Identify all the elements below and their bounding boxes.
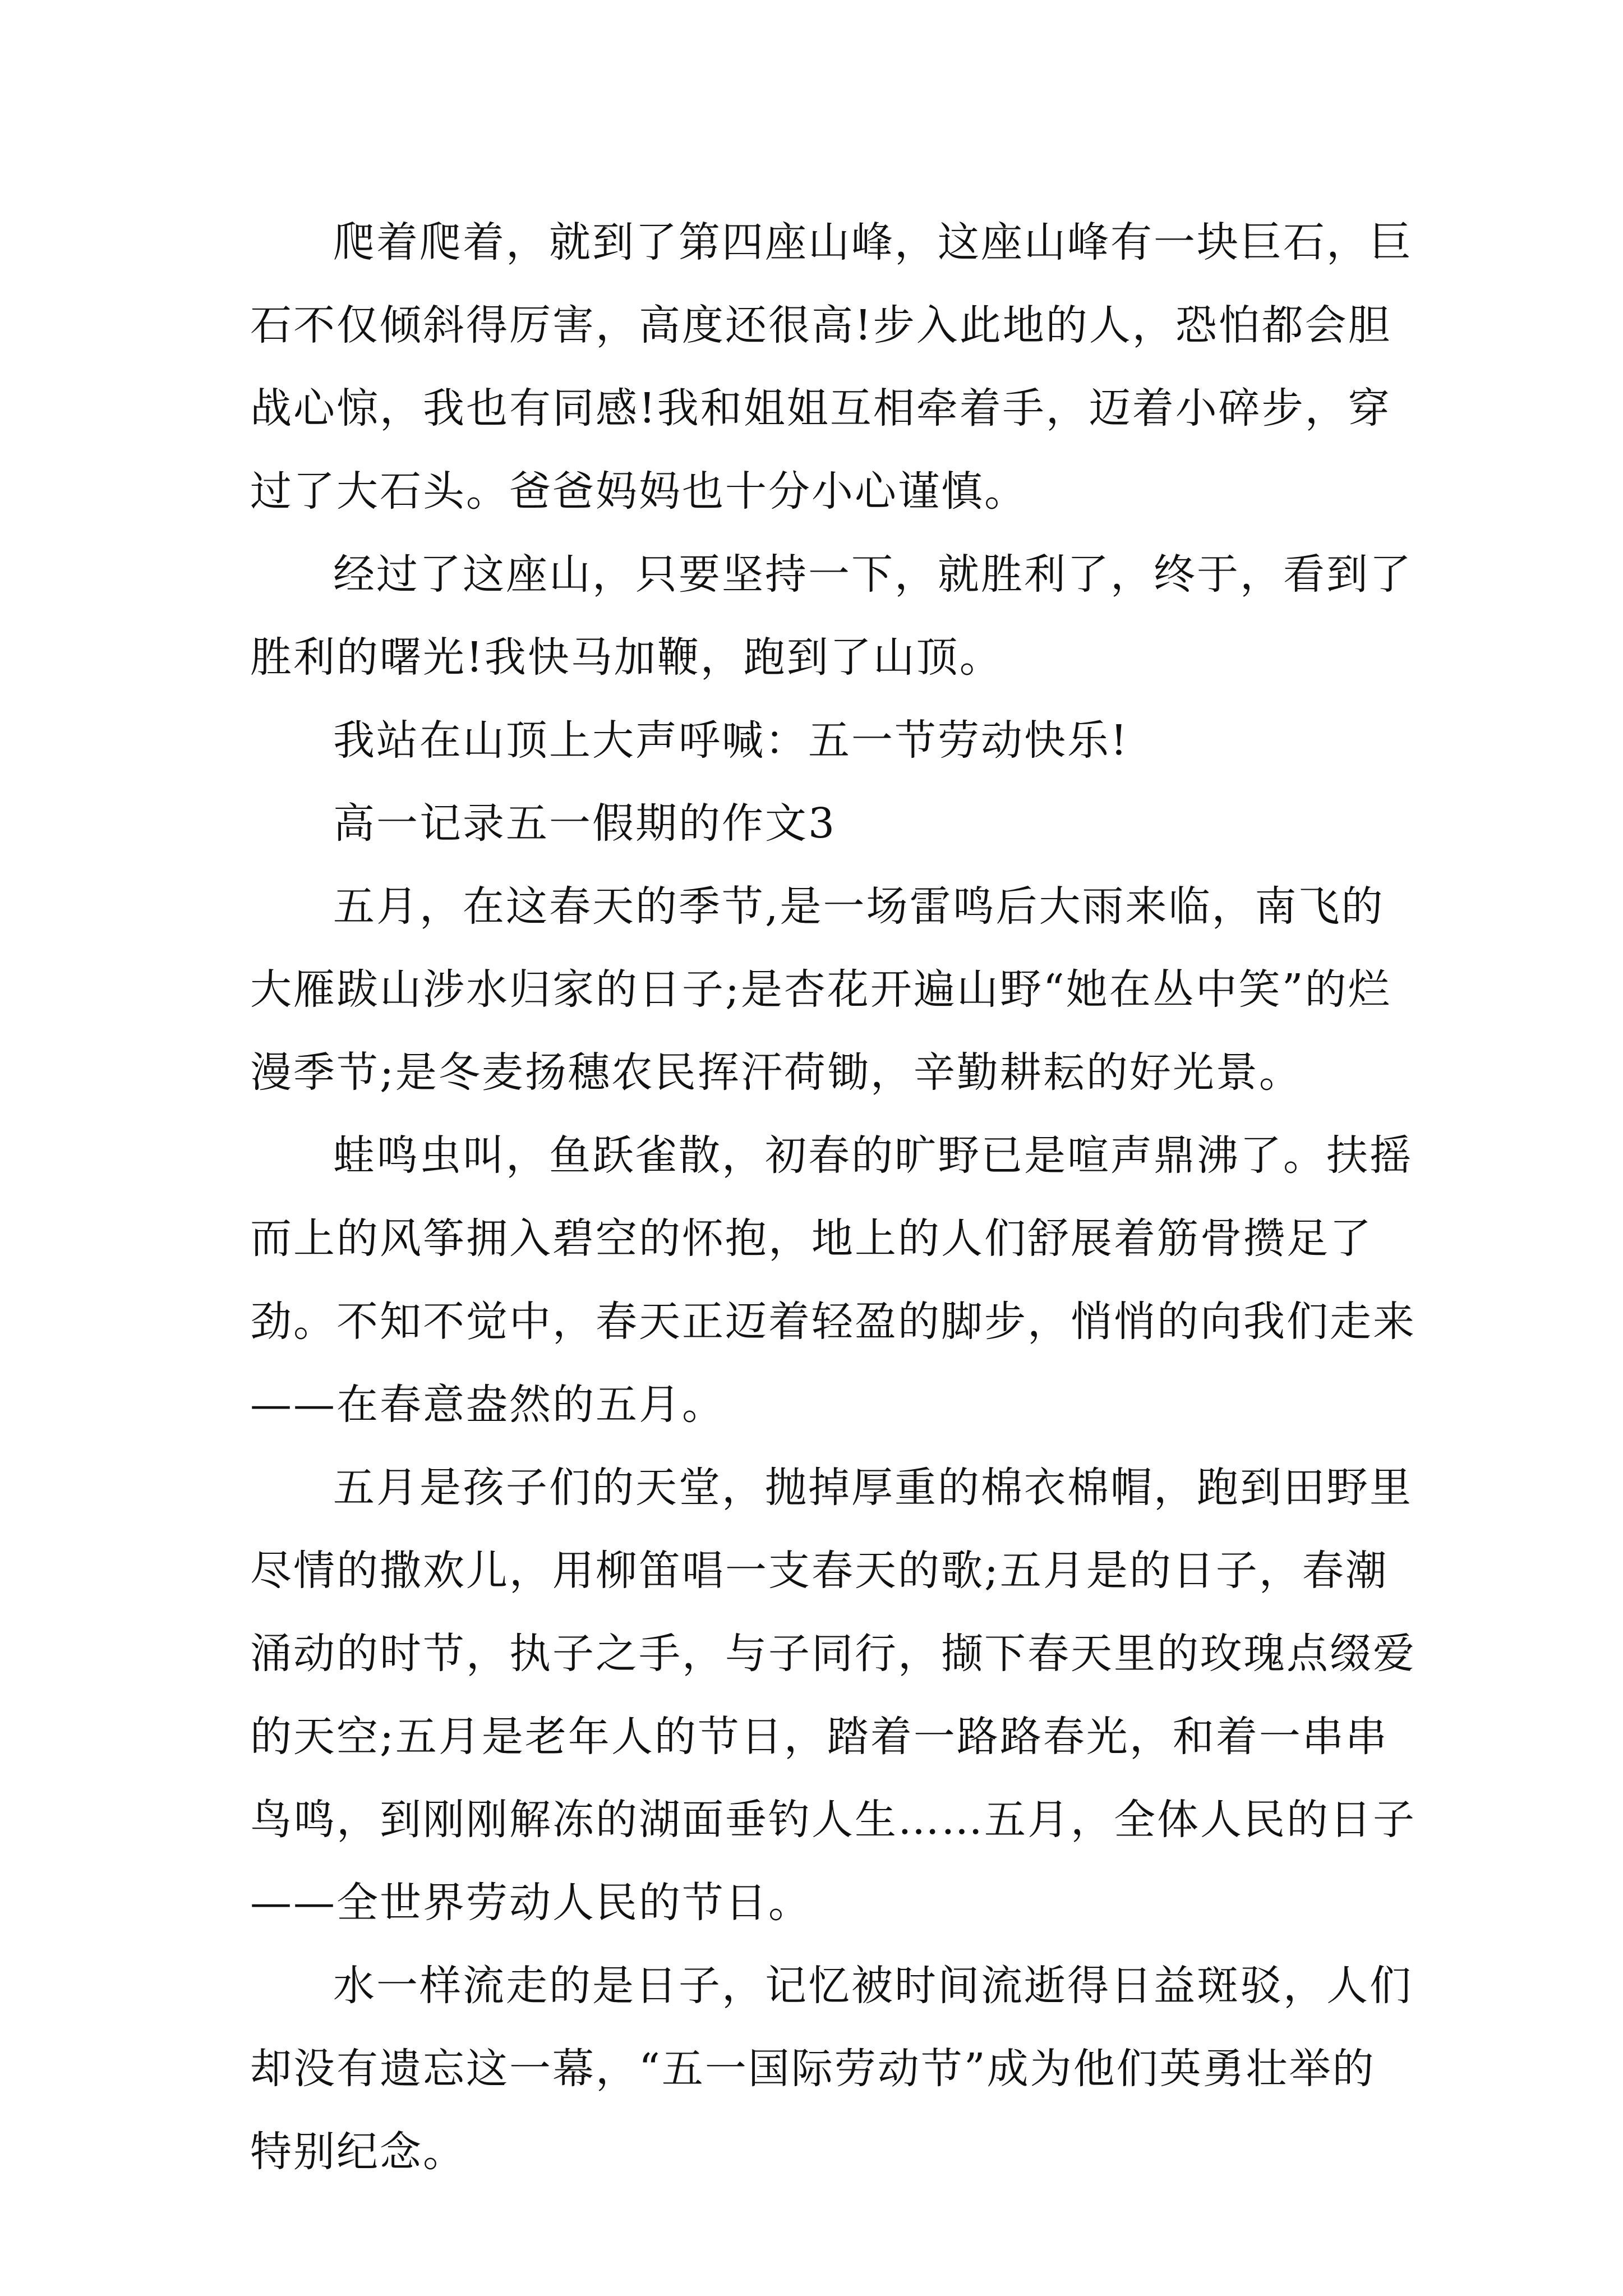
paragraph-7: 五月是孩子们的天堂，抛掉厚重的棉衣棉帽，跑到田野里尽情的撒欢儿，用柳笛唱一支春天的歌;五月是的日子，春潮涌动的时节，执子之手，与子同行，撷下春天里的玫瑰点缀爱的天空;五月是老年人的节日，踏着一路路春光，和着一串串鸟鸣，到刚刚解冻的湖面垂钓人生……五月，全体人民的日子——全世界劳动人民的节日。 <box>250 1464 1416 1927</box>
paragraph-5: 五月，在这春天的季节,是一场雷鸣后大雨来临，南飞的大雁跋山涉水归家的日子;是杏花开遍山野“她在丛中笑”的烂漫季节;是冬麦扬穗农民挥汗荷锄，辛勤耕耘的好光景。 <box>250 882 1391 1097</box>
paragraph-1: 爬着爬着，就到了第四座山峰，这座山峰有一块巨石，巨石不仅倾斜得厉害，高度还很高!步入此地的人，恐怕都会胆战心惊，我也有同感!我和姐姐互相牵着手，迈着小碎步，穿过了大石头。爸爸妈妈也十分小心谨慎。 <box>250 218 1413 516</box>
section-heading: 高一记录五一假期的作文3 <box>333 799 837 848</box>
paragraph-2: 经过了这座山，只要坚持一下，就胜利了，终于，看到了胜利的曙光!我快马加鞭，跑到了山顶。 <box>250 550 1413 682</box>
paragraph-6: 蛙鸣虫叫，鱼跃雀散，初春的旷野已是喧声鼎沸了。扶摇而上的风筝拥入碧空的怀抱，地上的人们舒展着筋骨攒足了劲。不知不觉中，春天正迈着轻盈的脚步，悄悄的向我们走来——在春意盎然的五月。 <box>250 1131 1416 1429</box>
paragraph-3: 我站在山顶上大声呼喊：五一节劳动快乐! <box>333 716 1129 765</box>
document-body <box>250 201 1417 2193</box>
paragraph-8: 水一样流走的是日子，记忆被时间流逝得日益斑驳，人们却没有遗忘这一幕，“五一国际劳动节”成为他们英勇壮举的特别纪念。 <box>250 1962 1413 2176</box>
